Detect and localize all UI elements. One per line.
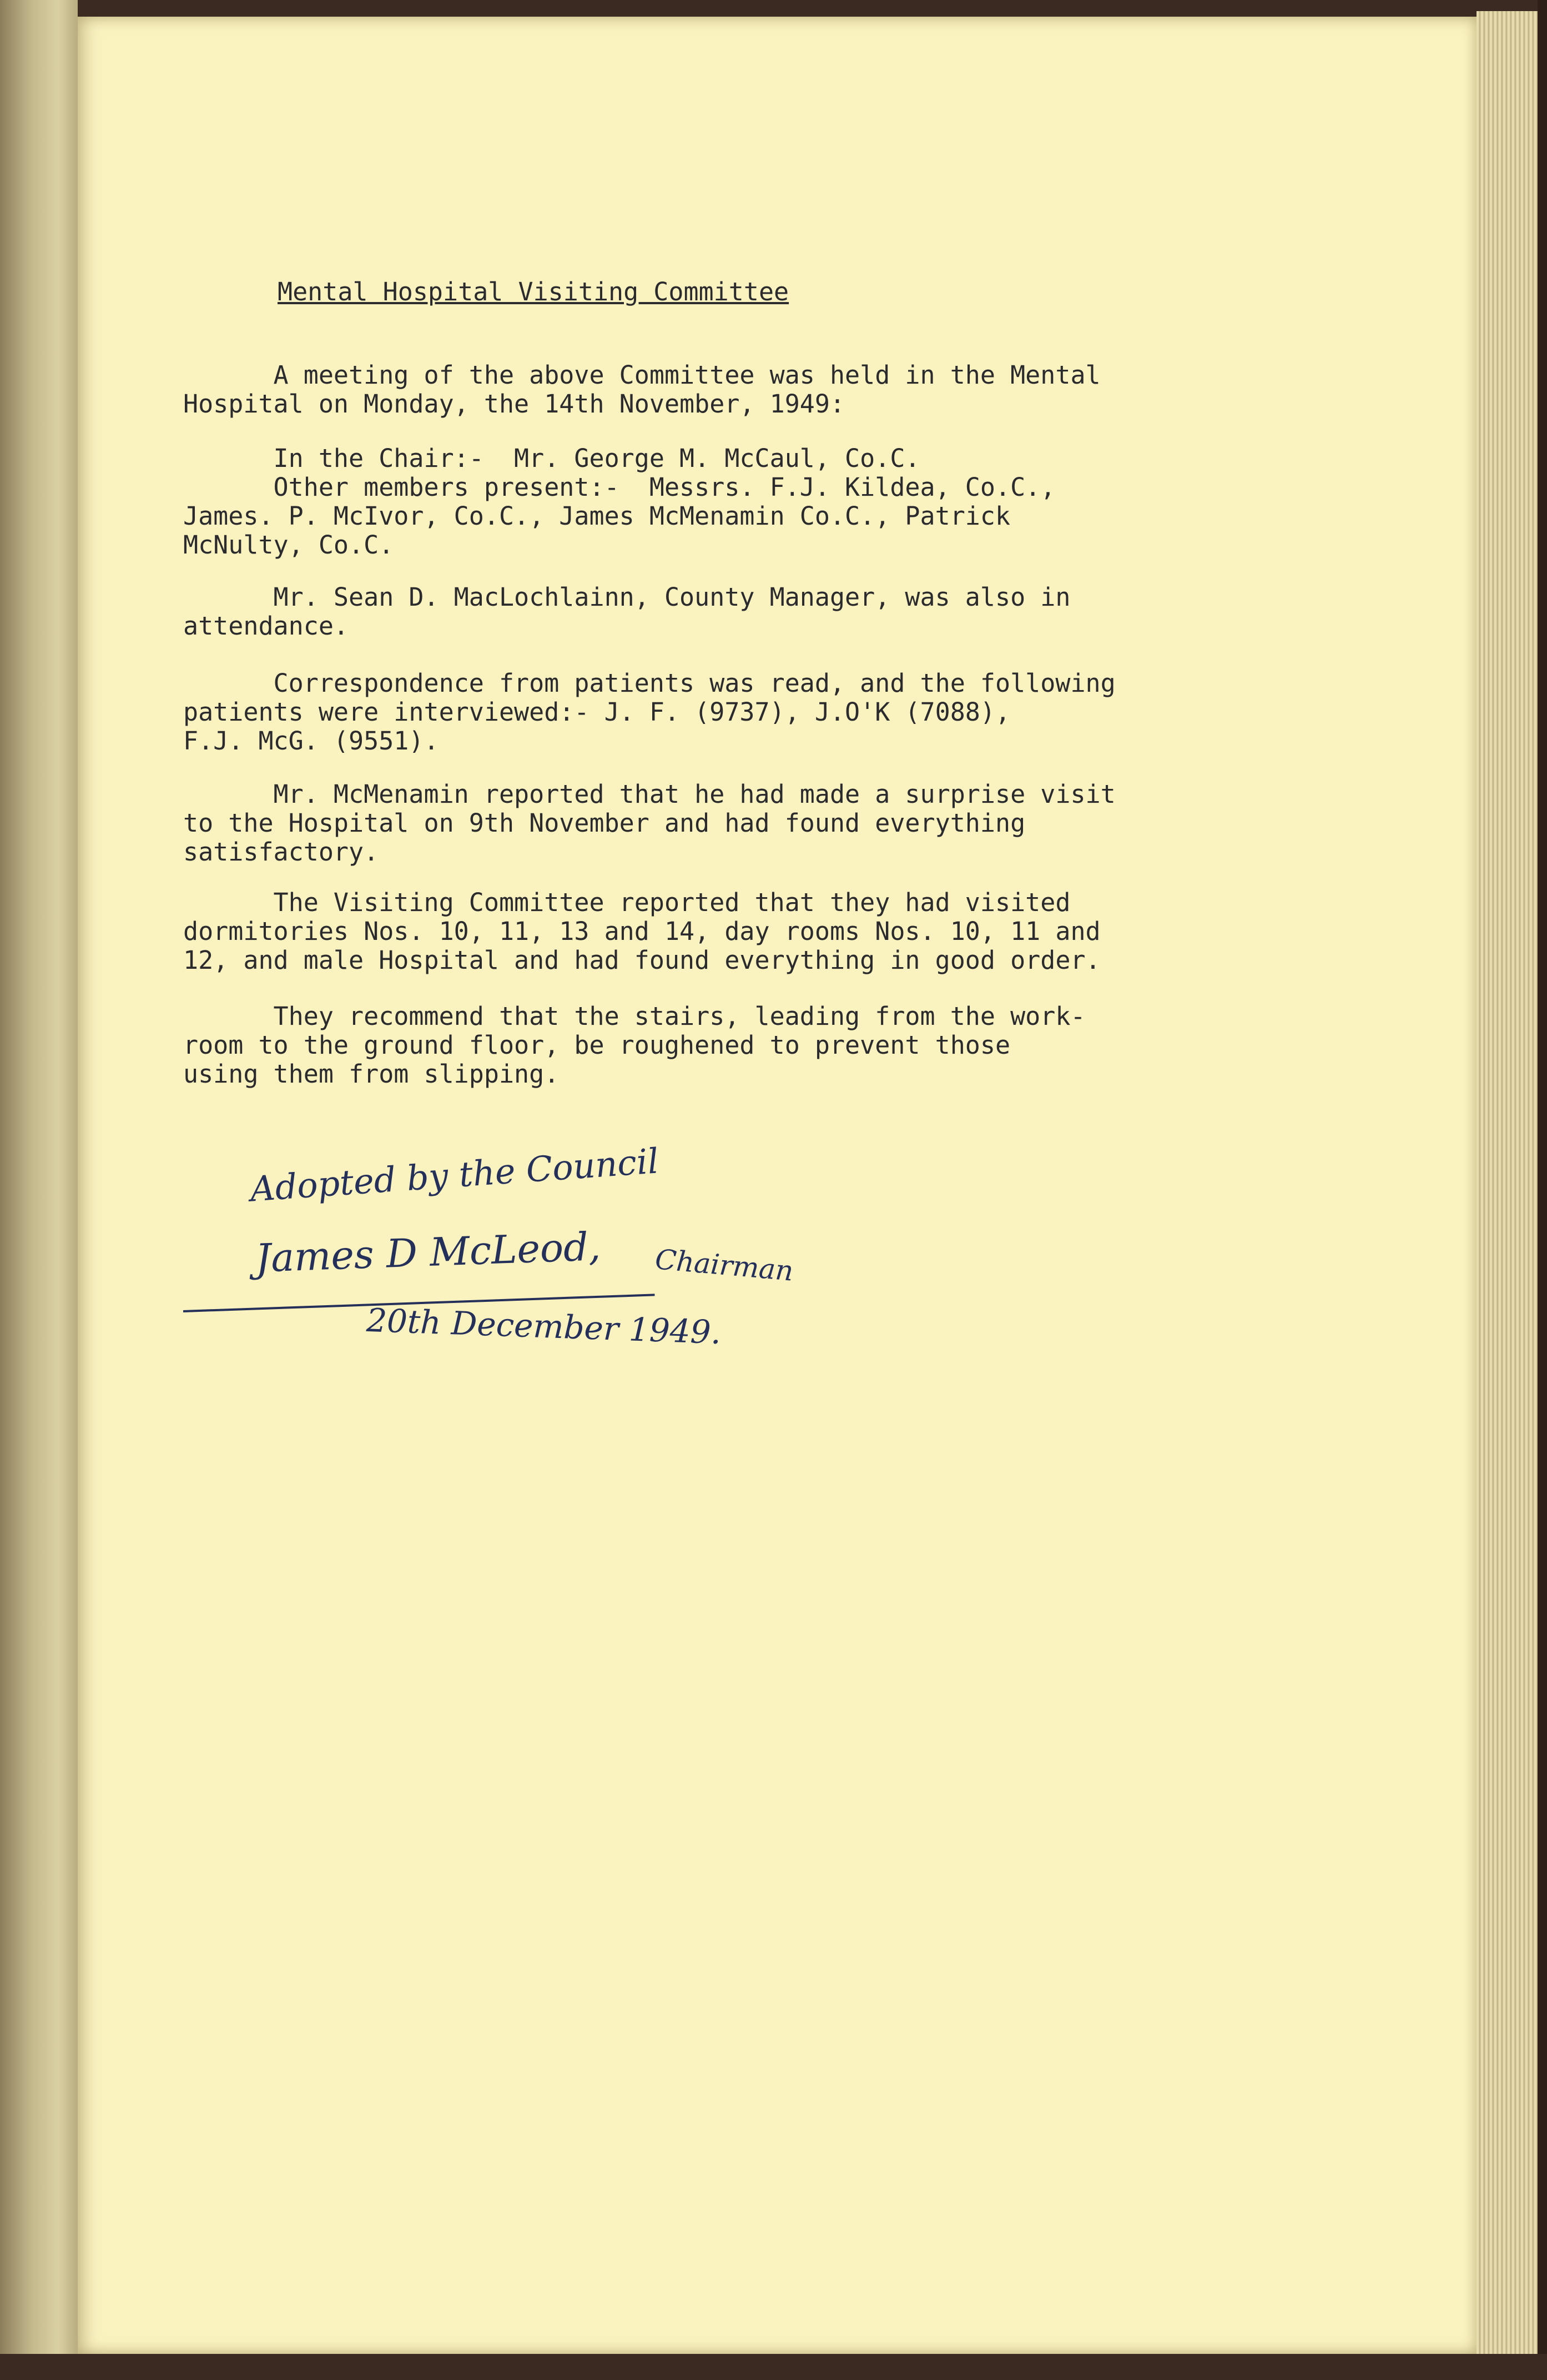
handwritten-date: 20th December 1949. [366,1301,722,1352]
handwritten-signature: James D McLeod, [254,1224,602,1281]
book-cover-bottom [0,2354,1547,2380]
book-cover-right [1538,0,1547,2380]
document-title: Mental Hospital Visiting Committee [278,277,789,306]
handwritten-chairman: Chairman [653,1243,795,1287]
paragraph-correspondence: Correspondence from patients was read, and the following patients were interviewed:- J. F. (9737), J.O'K (7088), F.J. McG. (9551). [183,668,1116,756]
book-binding-left [0,0,78,2380]
handwritten-adopted-note: Adopted by the Council [249,1140,660,1210]
paragraph-recommendation: They recommend that the stairs, leading from the work- room to the ground floor, be roughened to prevent those using them from slipping. [183,1002,1086,1089]
paragraph-surprise-visit: Mr. McMenamin reported that he had made a surprise visit to the Hospital on 9th November and had found everything satisfactory. [183,779,1116,867]
paragraph-county-manager: Mr. Sean D. MacLochlainn, County Manager, was also in attendance. [183,582,1071,641]
page-edges [1477,11,1538,2359]
paragraph-meeting: A meeting of the above Committee was held in the Mental Hospital on Monday, the 14th November, 1949: [183,360,1101,419]
paragraph-attendance: In the Chair:- Mr. George M. McCaul, Co.C. Other members present:- Messrs. F.J. Kildea, Co.C., James. P. McIvor, Co.C., James McMenamin Co.C., Patrick McNulty, Co.C. [183,444,1056,560]
paragraph-visiting-report: The Visiting Committee reported that they had visited dormitories Nos. 10, 11, 13 and 14, day rooms Nos. 10, 11 and 12, and male Hospital and had found everything in good order. [183,888,1101,975]
